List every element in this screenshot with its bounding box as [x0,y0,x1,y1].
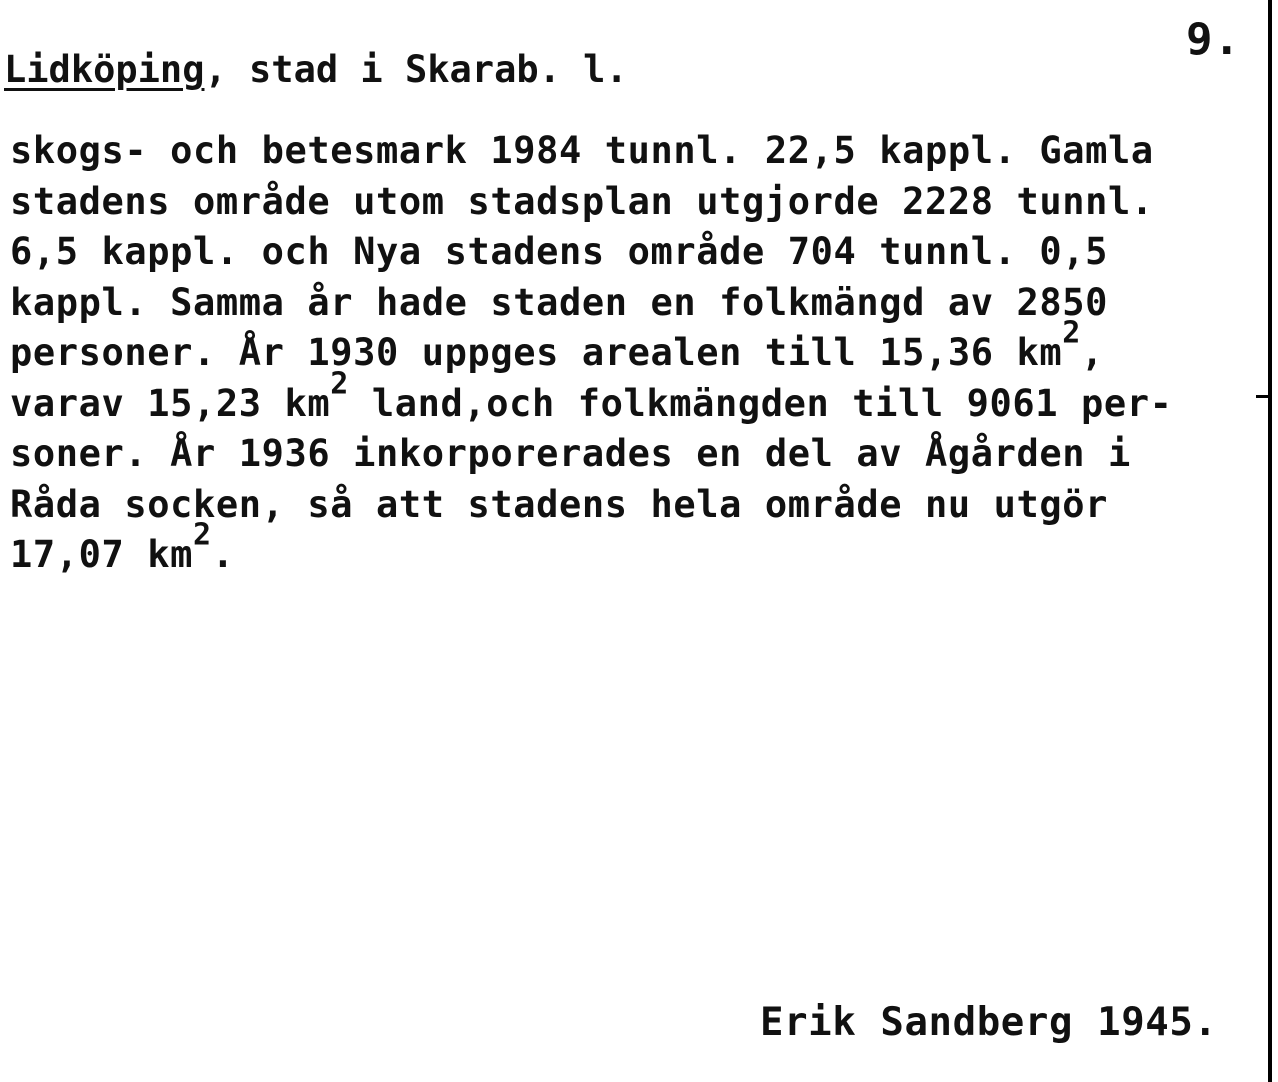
body-line-5-end: , [1080,331,1104,374]
place-description: , stad i Skarab. l. [204,48,628,91]
body-line-5-text: personer. År 1930 uppges arealen till 15,36 km [10,331,1063,374]
card-right-edge [1268,0,1272,1082]
body-line-6-end: land,och folkmängden till 9061 per- [348,381,1173,425]
body-line-1: skogs- och betesmark 1984 tunnl. 22,5 kappl. Gamla [10,129,1154,172]
superscript-exponent: 2 [330,366,349,401]
superscript-exponent: 2 [1062,315,1081,351]
body-line-9 [10,517,1260,581]
superscript-exponent: 2 [193,517,212,553]
body-line-6 [10,366,1260,430]
card-header [4,48,628,91]
body-line-5 [10,315,1260,379]
place-name: Lidköping [4,48,205,91]
body-line-7: soner. År 1936 inkorporerades en del av Ågården i [10,432,1131,475]
page-number: 9. [1186,14,1241,65]
author-signature: Erik Sandberg 1945. [760,1000,1218,1045]
body-line-4: kappl. Samma år hade staden en folkmängd av 2850 [10,280,1109,324]
body-line-3: 6,5 kappl. och Nya stadens område 704 tunnl. 0,5 [10,230,1109,273]
body-line-2: stadens område utom stadsplan utgjorde 2228 tunnl. [10,179,1154,223]
body-line-9-text: 17,07 km [10,533,194,576]
body-line-9-end: . [211,533,235,576]
body-line-6-text: varav 15,23 km [10,381,331,425]
card-body [10,126,1260,581]
body-line-8: Råda socken, så att stadens hela område nu utgör [10,482,1109,526]
